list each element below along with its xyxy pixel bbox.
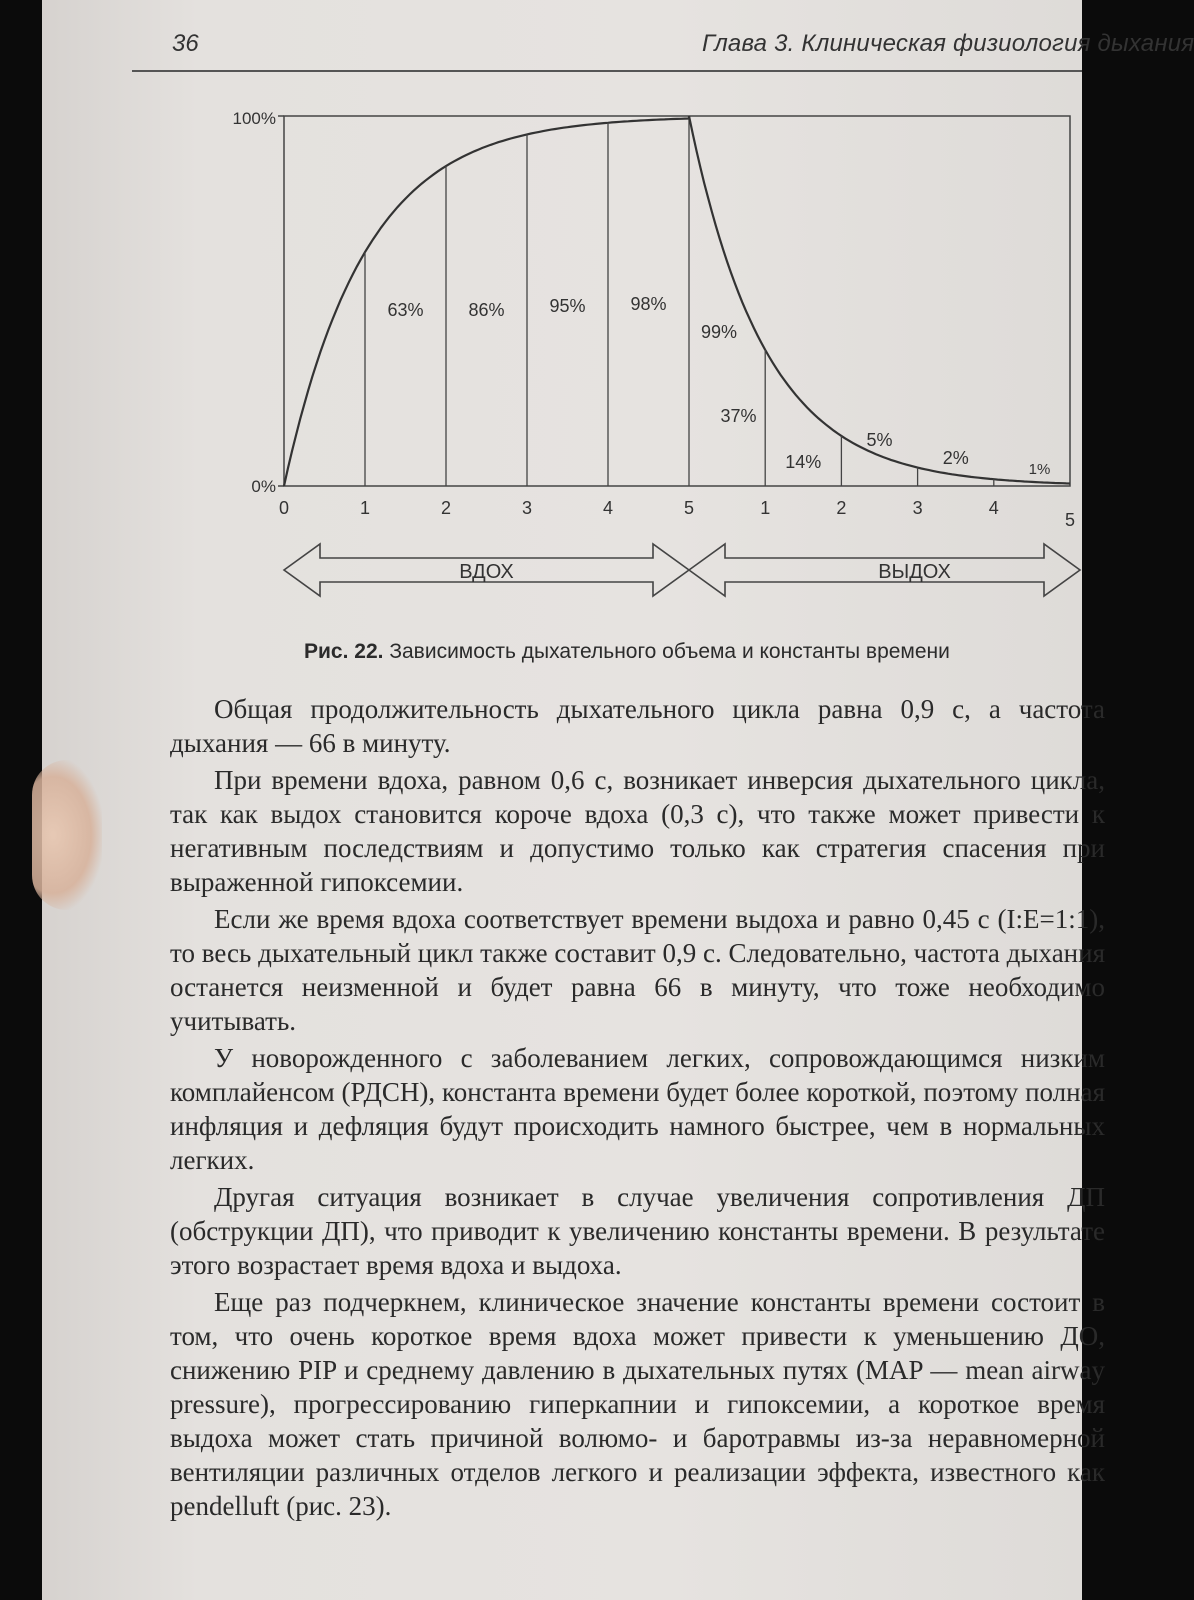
time-constant-chart	[202, 100, 1102, 630]
caption-text: Зависимость дыхательного объема и константы времени	[389, 640, 950, 663]
paragraph: При времени вдоха, равном 0,6 с, возникает инверсия дыхательного цикла, так как выдох становится короче вдоха (0,3 с), что также может привести к негативным последствиям и допустимо только как стратегия спасения при выраженной гипоксемии.	[170, 765, 1105, 897]
x-tick-label-inspiration: 5	[683, 498, 695, 518]
paragraph: Общая продолжительность дыхательного цикла равна 0,9 с, а частота дыхания — 66 в минуту.	[170, 694, 1105, 758]
expiration-value-label: 1%	[1028, 461, 1051, 478]
inspiration-phase-label: ВДОХ	[459, 561, 514, 583]
inspiration-value-label: 63%	[387, 300, 424, 320]
paragraph: Если же время вдоха соответствует времени выдоха и равно 0,45 с (I:E=1:1), то весь дыхательный цикл также составит 0,9 с. Следовательно, частота дыхания останется неизменной и будет равна 66 в минуту, что тоже необходимо учитывать.	[170, 904, 1105, 1036]
figure-caption	[304, 640, 1104, 664]
page-number: 36	[172, 30, 199, 57]
x-tick-label-inspiration: 0	[278, 498, 290, 518]
inspiration-value-label: 95%	[549, 296, 586, 316]
running-head	[132, 30, 1194, 72]
x-tick-label-inspiration: 4	[602, 498, 614, 518]
paragraph: Другая ситуация возникает в случае увеличения сопротивления ДП (обструкции ДП), что приводит к увеличению константы времени. В результате этого возрастает время вдоха и выдоха.	[170, 1182, 1105, 1280]
inspiration-value-label: 86%	[468, 300, 505, 320]
expiration-curve	[689, 116, 1070, 484]
x-tick-label-expiration: 1	[760, 498, 771, 518]
paragraph: Еще раз подчеркнем, клиническое значение константы времени состоит в том, что очень короткое время вдоха может привести к уменьшению ДО, снижению PIP и среднему давлению в дыхательных путях (MAP — mean airway pressure), прогрессированию гиперкапнии и гипоксемии, а короткое время выдоха может стать причиной волюмо- и баротравмы из-за неравномерной вентиляции различных отделов легкого и реализации эффекта, известного как pendelluft (рис. 23).	[170, 1287, 1105, 1521]
inspiration-value-label: 98%	[630, 294, 667, 314]
figure-22	[202, 100, 1102, 630]
x-tick-label-expiration: 2	[836, 498, 847, 518]
y-axis-label-bottom: 0%	[251, 477, 276, 496]
expiration-value-label: 2%	[942, 448, 969, 468]
inspiration-value-label: 99%	[700, 322, 738, 342]
x-tick-label-expiration: 5	[1064, 510, 1076, 530]
book-page	[42, 0, 1194, 1600]
x-tick-label-inspiration: 2	[440, 498, 452, 518]
x-tick-label-inspiration: 1	[359, 498, 371, 518]
y-axis-label-top: 100%	[232, 109, 276, 128]
x-tick-label-expiration: 3	[912, 498, 923, 518]
x-tick-label-expiration: 4	[988, 498, 999, 518]
caption-label: Рис. 22.	[304, 640, 384, 663]
body-text	[170, 692, 1105, 1526]
finger-shadow	[32, 760, 102, 910]
x-tick-label-inspiration: 3	[521, 498, 533, 518]
expiration-value-label: 37%	[720, 406, 757, 426]
expiration-value-label: 5%	[866, 430, 893, 450]
paragraph: У новорожденного с заболеванием легких, сопровождающимся низким комплайенсом (РДСН), константа времени будет более короткой, поэтому полная инфляция и дефляция будут происходить намного быстрее, чем в нормальных легких.	[170, 1043, 1105, 1175]
expiration-phase-label: ВЫДОХ	[878, 561, 951, 583]
chapter-title: Глава 3. Клиническая физиология дыхания	[702, 30, 1194, 57]
expiration-value-label: 14%	[785, 452, 822, 472]
